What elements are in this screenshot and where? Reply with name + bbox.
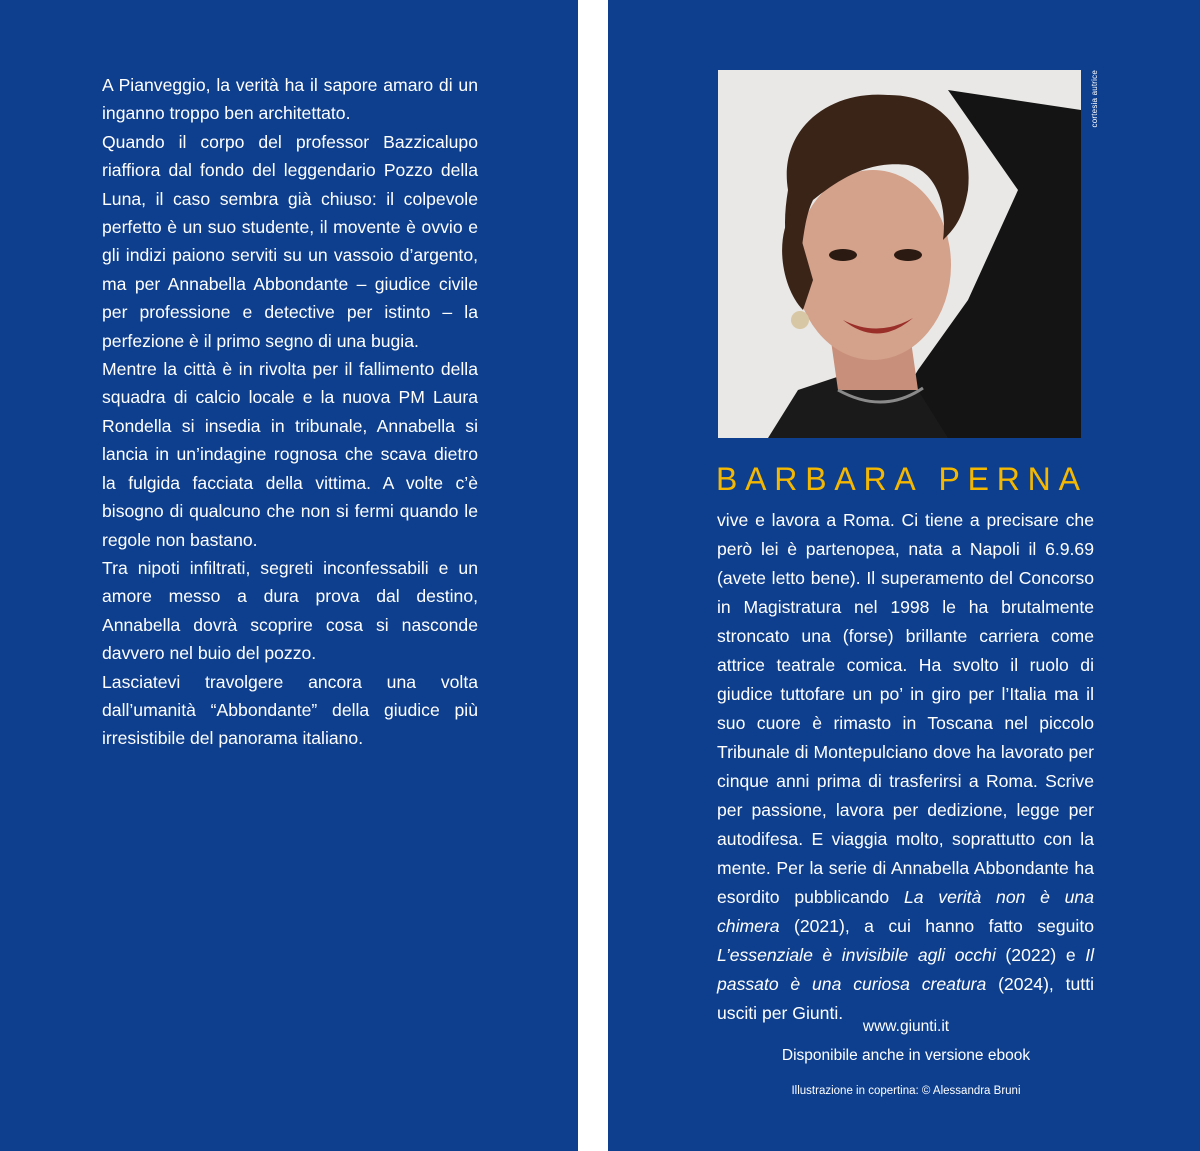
bio-text: vive e lavora a Roma. Ci tiene a precisare che però lei è partenopea, nata a Napoli il 6.9.69 (avete letto bene). Il superamento del Concorso in Magistratura nel 1998 le ha brutalmente stroncato una (forse) brillante carriera come attrice teatrale comica. Ha svolto il ruolo di giudice tuttofare un po’ in giro per l’Italia ma il suo cuore è rimasto in Toscana nel piccolo Tribunale di Montepulciano dove ha lavorato per cinque anni prima di trasferirsi a Roma. Scrive per passione, lavora per dedizione, legge per autodifesa. E viaggia molto, soprattutto con la mente. Per la serie di Annabella Abbondante ha esordito pubblicando [717, 510, 1094, 907]
publisher-website: www.giunti.it [862, 1018, 950, 1035]
book-title: L’essenziale è invisibile agli occhi [717, 945, 996, 965]
synopsis-paragraph: Quando il corpo del professor Bazzicalupo riaffiora dal fondo del leggendario Pozzo della Luna, il caso sembra già chiuso: il colpevole perfetto è un suo studente, il movente è ovvio e gli indizi paiono serviti su un vassoio d’argento, ma per Annabella Abbondante – giudice civile per professione e detective per istinto – la perfezione è il primo segno di una bugia. [102, 131, 478, 351]
author-bio-paragraph [717, 506, 1094, 1028]
photo-credit-text: cortesia autrice [1089, 70, 1099, 128]
cover-illustration-credit: Illustrazione in copertina: © Alessandra Bruni [791, 1085, 1021, 1097]
photo-credit [1082, 70, 1106, 438]
bio-text: (2021), a cui hanno fatto seguito [779, 916, 1094, 936]
ebook-availability-note: Disponibile anche in versione ebook [781, 1047, 1031, 1064]
bio-text: (2022) e [995, 945, 1086, 965]
synopsis-paragraph: A Pianveggio, la verità ha il sapore amaro di un inganno troppo ben architettato. [102, 75, 478, 124]
synopsis-text [102, 71, 478, 753]
author-bio [717, 506, 1094, 1028]
synopsis-paragraph: Tra nipoti infiltrati, segreti inconfessabili e un amore messo a dura prova dal destino, Annabella dovrà scoprire cosa si nasconde davvero nel buio del pozzo. [102, 557, 478, 664]
left-flap [0, 0, 578, 1151]
bio-text: (2024), tutti usciti per Giunti. [717, 974, 1094, 1023]
synopsis-paragraph: Lasciatevi travolgere ancora una volta dall’umanità “Abbondante” della giudice più irresistibile del panorama italiano. [102, 671, 478, 749]
book-title: La verità non è una chimera [717, 887, 1095, 936]
author-portrait-illustration [718, 70, 1081, 438]
author-name: BARBARA PERNA [716, 461, 1088, 497]
right-flap [608, 0, 1200, 1151]
synopsis-paragraph: Mentre la città è in rivolta per il fallimento della squadra di calcio locale e la nuova PM Laura Rondella si insedia in tribunale, Annabella si lancia in un’indagine rognosa che scava dietro la fulgida facciata della vittima. A volte c’è bisogno di qualcuno che non si fermi quando le regole non bastano. [102, 359, 478, 550]
book-title: Il passato è una curiosa creatura [717, 945, 1094, 994]
author-photo [718, 70, 1081, 438]
